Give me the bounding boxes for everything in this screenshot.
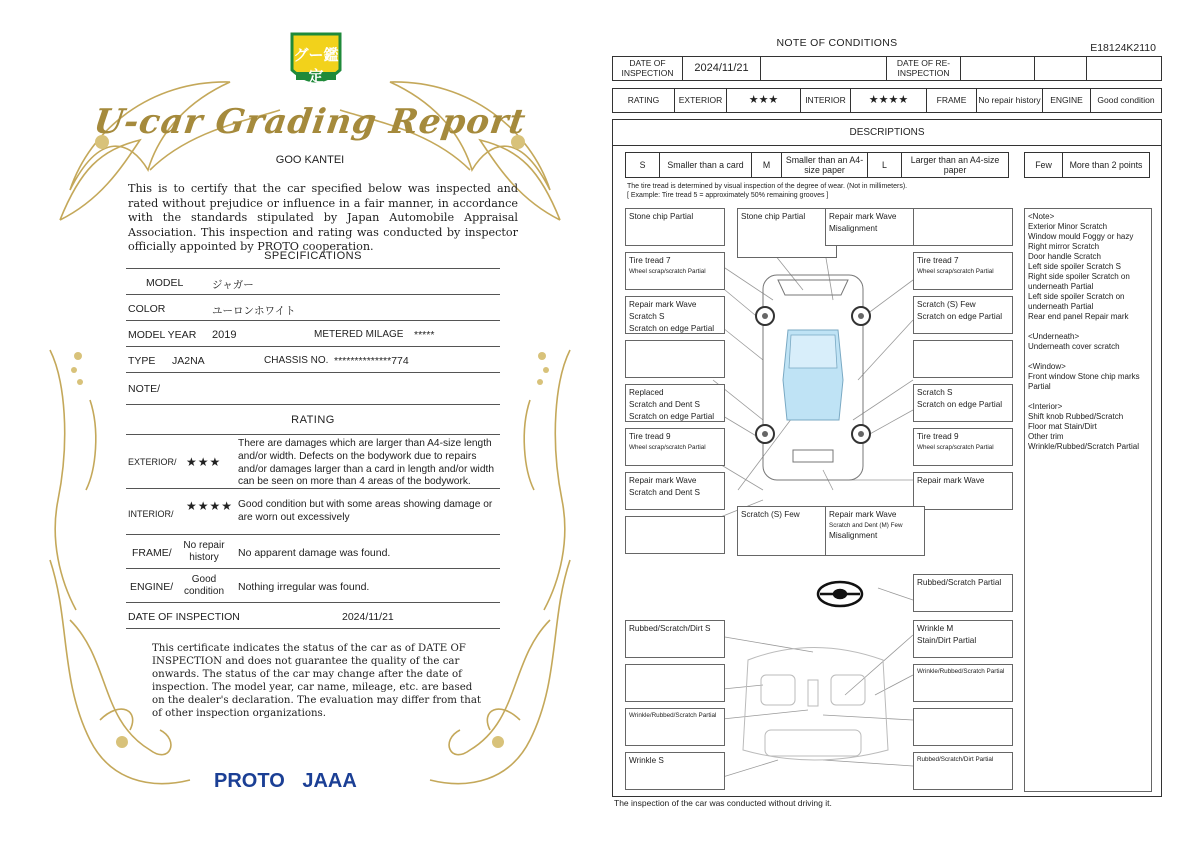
rating-grid — [612, 88, 1162, 113]
engine-description: Nothing irregular was found. — [238, 581, 370, 593]
legend-s: S — [626, 153, 660, 177]
date-grid — [612, 56, 1162, 81]
desc-box-interior-1: Rubbed/Scratch/Dirt S — [625, 620, 725, 658]
desc-box-interior-7: Wrinkle S — [625, 752, 725, 790]
legend-m-desc: Smaller than an A4-size paper — [782, 153, 868, 177]
badge-label: グー鑑定 — [293, 46, 339, 85]
mileage-label: METERED MILAGE — [314, 329, 404, 340]
sheet-id: E18124K2110 — [1090, 42, 1156, 54]
empty-cell — [1035, 57, 1087, 80]
desc-box-left-front-fender: Repair mark Wave Scratch S Scratch on edge Partial — [625, 296, 725, 334]
frame-label: FRAME/ — [132, 547, 172, 559]
year-row — [126, 323, 500, 347]
interior-stars: ★★★★ — [186, 499, 234, 513]
desc-box-rear: Scratch (S) Few — [737, 506, 837, 556]
desc-box-tire-front-right: Tire tread 7 Wheel scrap/scratch Partial — [913, 252, 1013, 290]
desc-box-interior-4: Wrinkle/Rubbed/Scratch Partial — [913, 664, 1013, 702]
year-value: 2019 — [212, 329, 237, 341]
desc-box-front: Stone chip Partial — [737, 208, 837, 258]
desc-box-tire-front-left: Tire tread 7 Wheel scrap/scratch Partial — [625, 252, 725, 290]
engine-rating-row — [126, 571, 500, 603]
sheet-title: NOTE OF CONDITIONS — [776, 37, 898, 49]
tread-note-line-2: [ Example: Tire tread 5 = approximately 50% remaining grooves ] — [627, 192, 829, 200]
note-label: NOTE/ — [128, 383, 161, 395]
desc-box-interior-3 — [625, 664, 725, 702]
frame-rating-row — [126, 537, 500, 569]
date-row — [126, 605, 500, 629]
rating-heading: RATING — [291, 414, 335, 426]
desc-box-steering: Rubbed/Scratch Partial — [913, 574, 1013, 612]
desc-box-front-right — [913, 208, 1013, 246]
divider — [126, 268, 500, 269]
frame-description: No apparent damage was found. — [238, 547, 391, 559]
desc-box-interior-6 — [913, 708, 1013, 746]
color-row — [126, 297, 500, 321]
desc-box-rear-left — [625, 516, 725, 554]
engine-label: ENGINE — [1043, 89, 1091, 112]
legend-m: M — [752, 153, 782, 177]
notes-panel — [1024, 208, 1152, 792]
color-value: ユーロンホワイト — [212, 305, 296, 317]
proto-logo: PROTO — [214, 770, 285, 792]
exterior-stars: ★★★ — [186, 455, 222, 469]
desc-box-tire-rear-right: Tire tread 9 Wheel scrap/scratch Partial — [913, 428, 1013, 466]
type-row — [126, 349, 500, 373]
model-label: MODEL — [146, 277, 184, 289]
desc-box-left-front-door — [625, 340, 725, 378]
desc-box-interior-2: Wrinkle M Stain/Dirt Partial — [913, 620, 1013, 658]
exterior-rating-row — [126, 437, 500, 489]
interior-rating-row — [126, 491, 500, 535]
engine-label: ENGINE/ — [130, 581, 174, 593]
reinspection-label: DATE OF RE-INSPECTION — [887, 57, 961, 80]
date-label: DATE OF INSPECTION — [128, 611, 240, 623]
exterior-label: EXTERIOR — [675, 89, 727, 112]
tread-note-line-1: The tire tread is determined by visual inspection of the degree of wear. (Not in millimeters). — [627, 183, 908, 190]
certificate-footer: This certificate indicates the status of the car as of DATE OF INSPECTION and does not guarantee the quality of the car onwards. The status of the car may change after the date of inspection. The model year, car name, mileage, etc. are based on the dealer's declaration. The evaluation may differ from that of other inspection organizations. — [152, 643, 481, 720]
desc-box-right-front-door — [913, 340, 1013, 378]
engine-value: Good condition — [1097, 94, 1155, 105]
desc-box-right-front-fender: Scratch (S) Few Scratch on edge Partial — [913, 296, 1013, 334]
desc-box-left-rear-door: Replaced Scratch and Dent S Scratch on edge Partial — [625, 384, 725, 422]
desc-box-tire-rear-left: Tire tread 9 Wheel scrap/scratch Partial — [625, 428, 725, 466]
descriptions-panel — [612, 119, 1162, 797]
interior-stars: ★★★★ — [851, 89, 927, 112]
model-value: ジャガー — [212, 279, 254, 291]
desc-box-interior-8: Rubbed/Scratch/Dirt Partial — [913, 752, 1013, 790]
report-subtitle: GOO KANTEI — [275, 154, 345, 166]
logos — [214, 770, 357, 793]
frame-value: No repair history — [183, 540, 225, 563]
interior-label: INTERIOR/ — [128, 509, 174, 519]
descriptions-heading: DESCRIPTIONS — [613, 120, 1161, 146]
exterior-stars: ★★★ — [727, 89, 801, 112]
frame-value: No repair history — [977, 89, 1043, 112]
interior-label: INTERIOR — [801, 89, 851, 112]
chassis-value: **************774 — [334, 355, 409, 367]
empty-cell — [1087, 57, 1161, 80]
desc-box-front-left: Stone chip Partial — [625, 208, 725, 246]
desc-box-trunk: Repair mark Wave Scratch and Dent (M) Few Misalignment — [825, 506, 925, 556]
empty-cell — [761, 57, 887, 80]
desc-box-interior-5: Wrinkle/Rubbed/Scratch Partial — [625, 708, 725, 746]
grading-certificate — [30, 20, 590, 810]
frame-label: FRAME — [927, 89, 977, 112]
report-title: U-car Grading Report — [91, 102, 529, 142]
legend-few: Few — [1025, 153, 1063, 177]
jaaa-logo: JAAA — [302, 770, 357, 792]
rating-label: RATING — [613, 89, 675, 112]
desc-box-left-rear-fender: Repair mark Wave Scratch and Dent S — [625, 472, 725, 510]
legend-l-desc: Larger than an A4-size paper — [910, 154, 1000, 175]
legend-few-desc: More than 2 points — [1069, 159, 1143, 170]
chassis-label: CHASSIS NO. — [264, 355, 329, 366]
interior-description: Good condition but with some areas showing damage or are worn out excessively — [238, 499, 493, 523]
legend-s-desc: Smaller than a card — [660, 153, 752, 177]
certify-paragraph: This is to certify that the car specified below was inspected and rated without prejudice or influence in a fair manner, in accordance with the standards stipulated by Japan Automobile Appraisal Association. This inspection and rating was conducted by inspector officially appointed by PROTO cooperation. — [128, 182, 518, 254]
year-label: MODEL YEAR — [128, 329, 197, 341]
color-label: COLOR — [128, 303, 166, 315]
desc-box-hood: Repair mark Wave Misalignment — [825, 208, 925, 246]
date-label: DATE OF INSPECTION — [613, 57, 683, 80]
type-value: JA2NA — [172, 355, 205, 367]
specifications-heading: SPECIFICATIONS — [264, 250, 362, 262]
note-of-conditions-sheet — [612, 34, 1164, 814]
mileage-value: ***** — [414, 329, 435, 341]
engine-value: Good condition — [183, 574, 225, 597]
date-value: 2024/11/21 — [342, 611, 394, 623]
desc-box-right-rear-door: Scratch S Scratch on edge Partial — [913, 384, 1013, 422]
desc-box-right-rear-fender: Repair mark Wave — [913, 472, 1013, 510]
notes-text: <Note> Exterior Minor Scratch Window mould Foggy or hazy Right mirror Scratch Door handle Scratch Left side spoiler Scratch S Right side spoiler Scratch on underneath Partial Left side spoiler Scratch on underneath Partial Rear end panel Repair mark <Underneath> Underneath cover scratch <Window> Front window Stone chip marks Partial <Interior> Shift knob Rubbed/Scratch Floor mat Stain/Dirt Other trim Wrinkle/Rubbed/Scratch Partial — [1028, 212, 1140, 451]
bottom-note: The inspection of the car was conducted without driving it. — [614, 798, 832, 808]
legend-l: L — [868, 153, 902, 177]
date-value: 2024/11/21 — [683, 57, 761, 80]
exterior-description: There are damages which are larger than A4-size length and/or width. Defects on the bodywork due to repairs and/or damages larger than a card in length and/or width can be seen on more than 4 areas of the bodywork. — [238, 438, 494, 488]
exterior-label: EXTERIOR/ — [128, 457, 177, 467]
model-row — [126, 271, 500, 295]
empty-cell — [961, 57, 1035, 80]
type-label: TYPE — [128, 355, 156, 367]
note-row — [126, 375, 500, 405]
divider — [126, 434, 500, 435]
